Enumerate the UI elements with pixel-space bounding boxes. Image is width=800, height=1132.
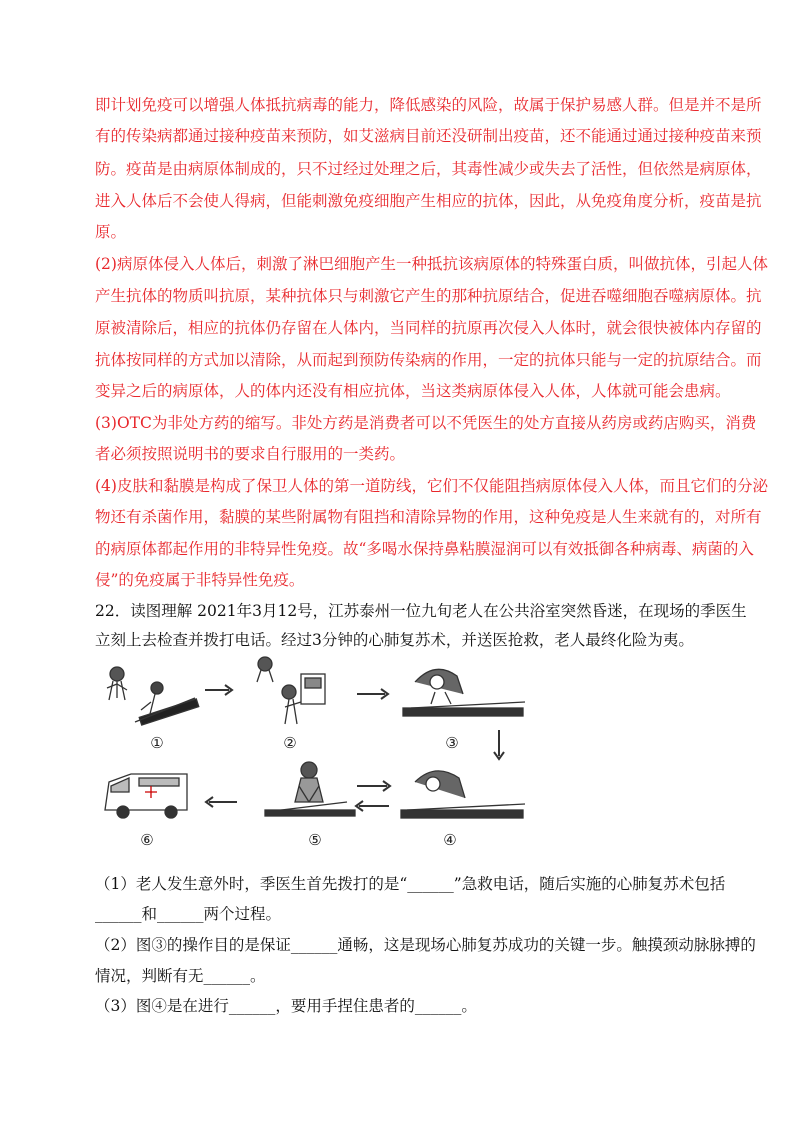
explanation-line: 变异之后的病原体，人的体内还没有相应抗体，当这类病原体侵入人体，人体就可能会患病。 [95, 382, 731, 400]
step-label-6: ⑥ [140, 831, 154, 849]
step-4-scene [401, 771, 525, 818]
cpr-steps-figure [95, 652, 535, 857]
explanation-line: 抗体按同样的方式加以清除，从而起到预防传染病的作用，一定的抗体只能与一定的抗原结合。而 [95, 351, 762, 369]
cpr-steps-illustration [95, 652, 535, 857]
step-3-scene [403, 669, 525, 716]
step-5-scene [265, 762, 355, 816]
question-stem-line: 22．读图理解 2021年3月12号，江苏泰州一位九旬老人在公共浴室突然昏迷，在现场的季医生 [95, 602, 747, 620]
step-label-1: ① [150, 734, 164, 752]
step-label-4: ④ [443, 831, 457, 849]
explanation-line: 产生抗体的物质叫抗原，某种抗体只与刺激它产生的那种抗原结合，促进吞噬细胞吞噬病原体。抗 [95, 287, 762, 305]
explanation-line: 侵”的免疫属于非特异性免疫。 [95, 571, 305, 589]
explanation-line: 者必须按照说明书的要求自行服用的一类药。 [95, 445, 406, 463]
step-6-ambulance [105, 774, 187, 818]
explanation-line: 有的传染病都通过接种疫苗来预防，如艾滋病目前还没研制出疫苗，还不能通过通过接种疫苗来预 [95, 127, 762, 145]
explanation-line: 的病原体都起作用的非特异性免疫。故“多喝水保持鼻粘膜湿润可以有效抵御各种病毒、病菌的入 [95, 540, 754, 558]
explanation-line: 物还有杀菌作用，黏膜的某些附属物有阻挡和清除异物的作用，这种免疫是人生来就有的，对所有 [95, 508, 762, 526]
explanation-line: 原。 [95, 223, 127, 241]
step-label-3: ③ [445, 734, 459, 752]
step-1-scene [107, 667, 199, 725]
sub-question-line: ______和______两个过程。 [95, 905, 282, 923]
explanation-line: 进入人体后不会使人得病，但能刺激免疫细胞产生相应的抗体，因此，从免疫角度分析，疫苗是抗 [95, 192, 762, 210]
explanation-line: (2)病原体侵入人体后，刺激了淋巴细胞产生一种抵抗该病原体的特殊蛋白质，叫做抗体，引起人体 [95, 255, 768, 273]
sub-question-line: （2）图③的操作目的是保证______通畅，这是现场心肺复苏成功的关键一步。触摸颈动脉脉搏的 [95, 936, 756, 954]
explanation-line: 原被清除后，相应的抗体仍存留在人体内，当同样的抗原再次侵入人体时，就会很快被体内存留的 [95, 319, 762, 337]
sub-question-line: （1）老人发生意外时，季医生首先拨打的是“______”急救电话，随后实施的心肺复苏术包括 [95, 875, 726, 893]
explanation-line: 即计划免疫可以增强人体抵抗病毒的能力，降低感染的风险，故属于保护易感人群。但是并不是所 [95, 96, 762, 114]
step-label-5: ⑤ [308, 831, 322, 849]
sub-question-line: 情况，判断有无______。 [95, 967, 266, 985]
sub-question-line: （3）图④是在进行______，要用手捏住患者的______。 [95, 997, 477, 1015]
step-label-2: ② [283, 734, 297, 752]
question-stem-line: 立刻上去检查并拨打电话。经过3分钟的心肺复苏术，并送医抢救，老人最终化险为夷。 [95, 631, 694, 649]
step-2-scene [257, 657, 325, 724]
explanation-line: 防。疫苗是由病原体制成的，只不过经过处理之后，其毒性减少或失去了活性，但依然是病原体， [95, 160, 762, 178]
explanation-line: (3)OTC为非处方药的缩写。非处方药是消费者可以不凭医生的处方直接从药房或药店购买，消费 [95, 414, 757, 432]
explanation-line: (4)皮肤和黏膜是构成了保卫人体的第一道防线，它们不仅能阻挡病原体侵入人体，而且它们的分泌 [95, 477, 768, 495]
